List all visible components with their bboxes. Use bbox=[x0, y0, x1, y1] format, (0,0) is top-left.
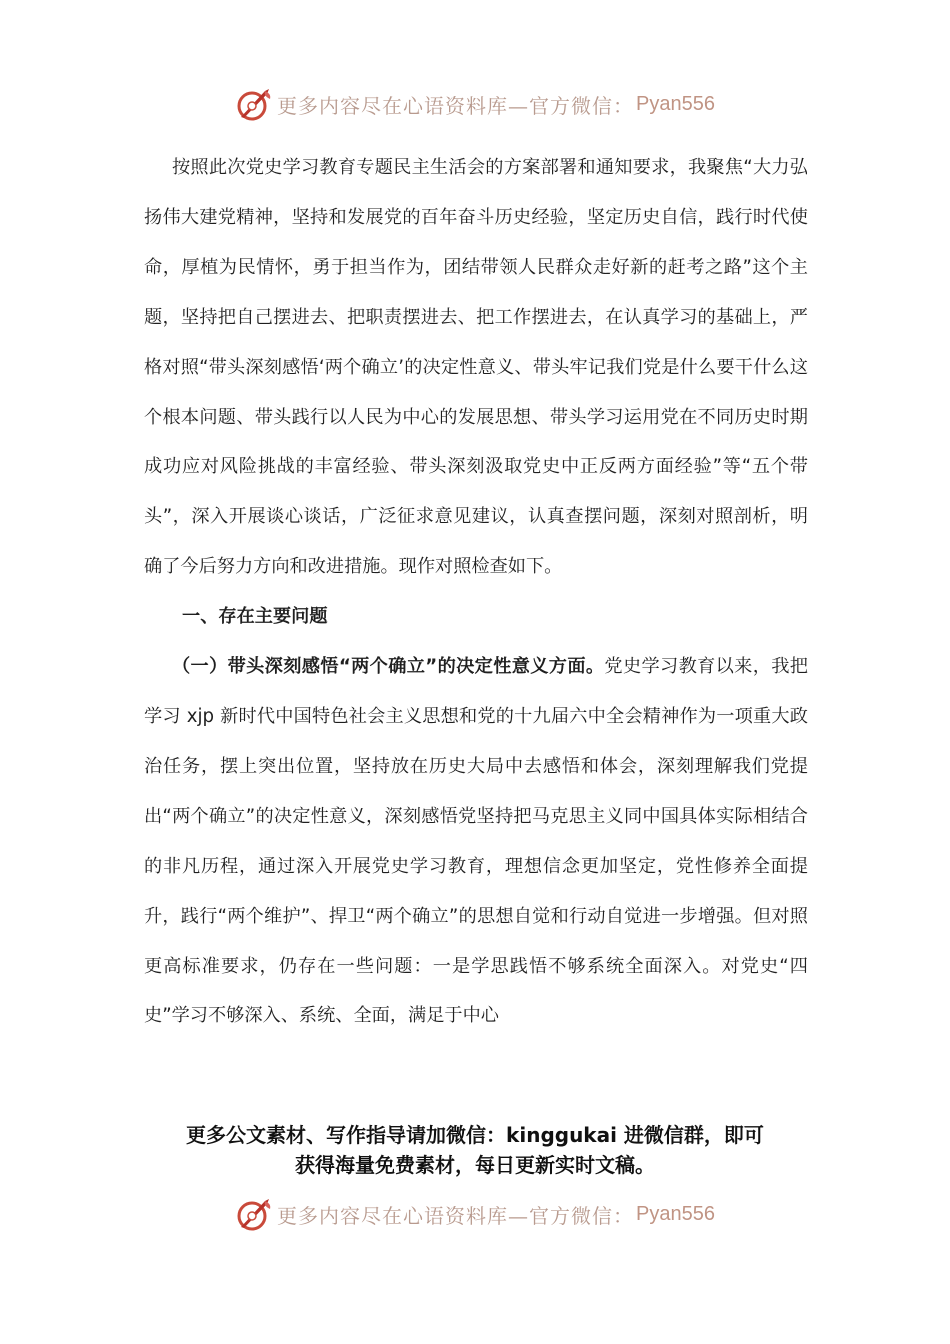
subsection-lead: （一）带头深刻感悟“两个确立”的决定性意义方面。 bbox=[172, 656, 605, 678]
promo-note-line-2: 获得海量免费素材，每日更新实时文稿。 bbox=[295, 1153, 655, 1177]
promo-note-line-1: 更多公文素材、写作指导请加微信：kinggukai 进微信群，即可 bbox=[186, 1123, 764, 1147]
banner-text: 更多内容尽在心语资料库—官方微信： bbox=[277, 93, 635, 118]
subsection-text: 党史学习教育以来，我把学习 xjp 新时代中国特色社会主义思想和党的十九届六中全会精神作为一项重大政治任务，摆上突出位置，坚持放在历史大局中去感悟和体会，深刻理解我们党提出“两个确立”的决定性意义，深刻感悟党坚持把马克思主义同中国具体实际相结合的非凡历程，通过深入开展党史学习教育，理想信念更加坚定，党性修养全面提升，践行“两个维护”、捍卫“两个确立”的思想自觉和行动自觉进一步增强。但对照更高标准要求，仍存在一些问题：一是学思践悟不够系统全面深入。对党史“四史”学习不够深入、系统、全面，满足于中心 bbox=[144, 656, 808, 1027]
header-banner bbox=[0, 82, 950, 126]
banner-text: 更多内容尽在心语资料库—官方微信： bbox=[277, 1203, 635, 1228]
subsection-paragraph bbox=[144, 642, 808, 1041]
banner-wechat-id: Pyan556 bbox=[636, 92, 715, 115]
quill-pen-logo-icon bbox=[235, 1195, 273, 1233]
document-body bbox=[144, 143, 808, 1041]
section-heading: 一、存在主要问题 bbox=[182, 606, 328, 628]
promo-note bbox=[120, 1120, 830, 1180]
banner-wechat-id: Pyan556 bbox=[636, 1202, 715, 1225]
footer-banner bbox=[0, 1192, 950, 1236]
intro-paragraph: 按照此次党史学习教育专题民主生活会的方案部署和通知要求，我聚焦“大力弘扬伟大建党精神，坚持和发展党的百年奋斗历史经验，坚定历史自信，践行时代使命，厚植为民情怀，勇于担当作为，团结带领人民群众走好新的赶考之路”这个主题，坚持把自己摆进去、把职责摆进去、把工作摆进去，在认真学习的基础上，严格对照“带头深刻感悟‘两个确立’的决定性意义、带头牢记我们党是什么要干什么这个根本问题、带头践行以人民为中心的发展思想、带头学习运用党在不同历史时期成功应对风险挑战的丰富经验、带头深刻汲取党史中正反两方面经验”等“五个带头”，深入开展谈心谈话，广泛征求意见建议，认真查摆问题，深刻对照剖析，明确了今后努力方向和改进措施。现作对照检查如下。 bbox=[144, 157, 808, 578]
quill-pen-logo-icon bbox=[235, 85, 273, 123]
